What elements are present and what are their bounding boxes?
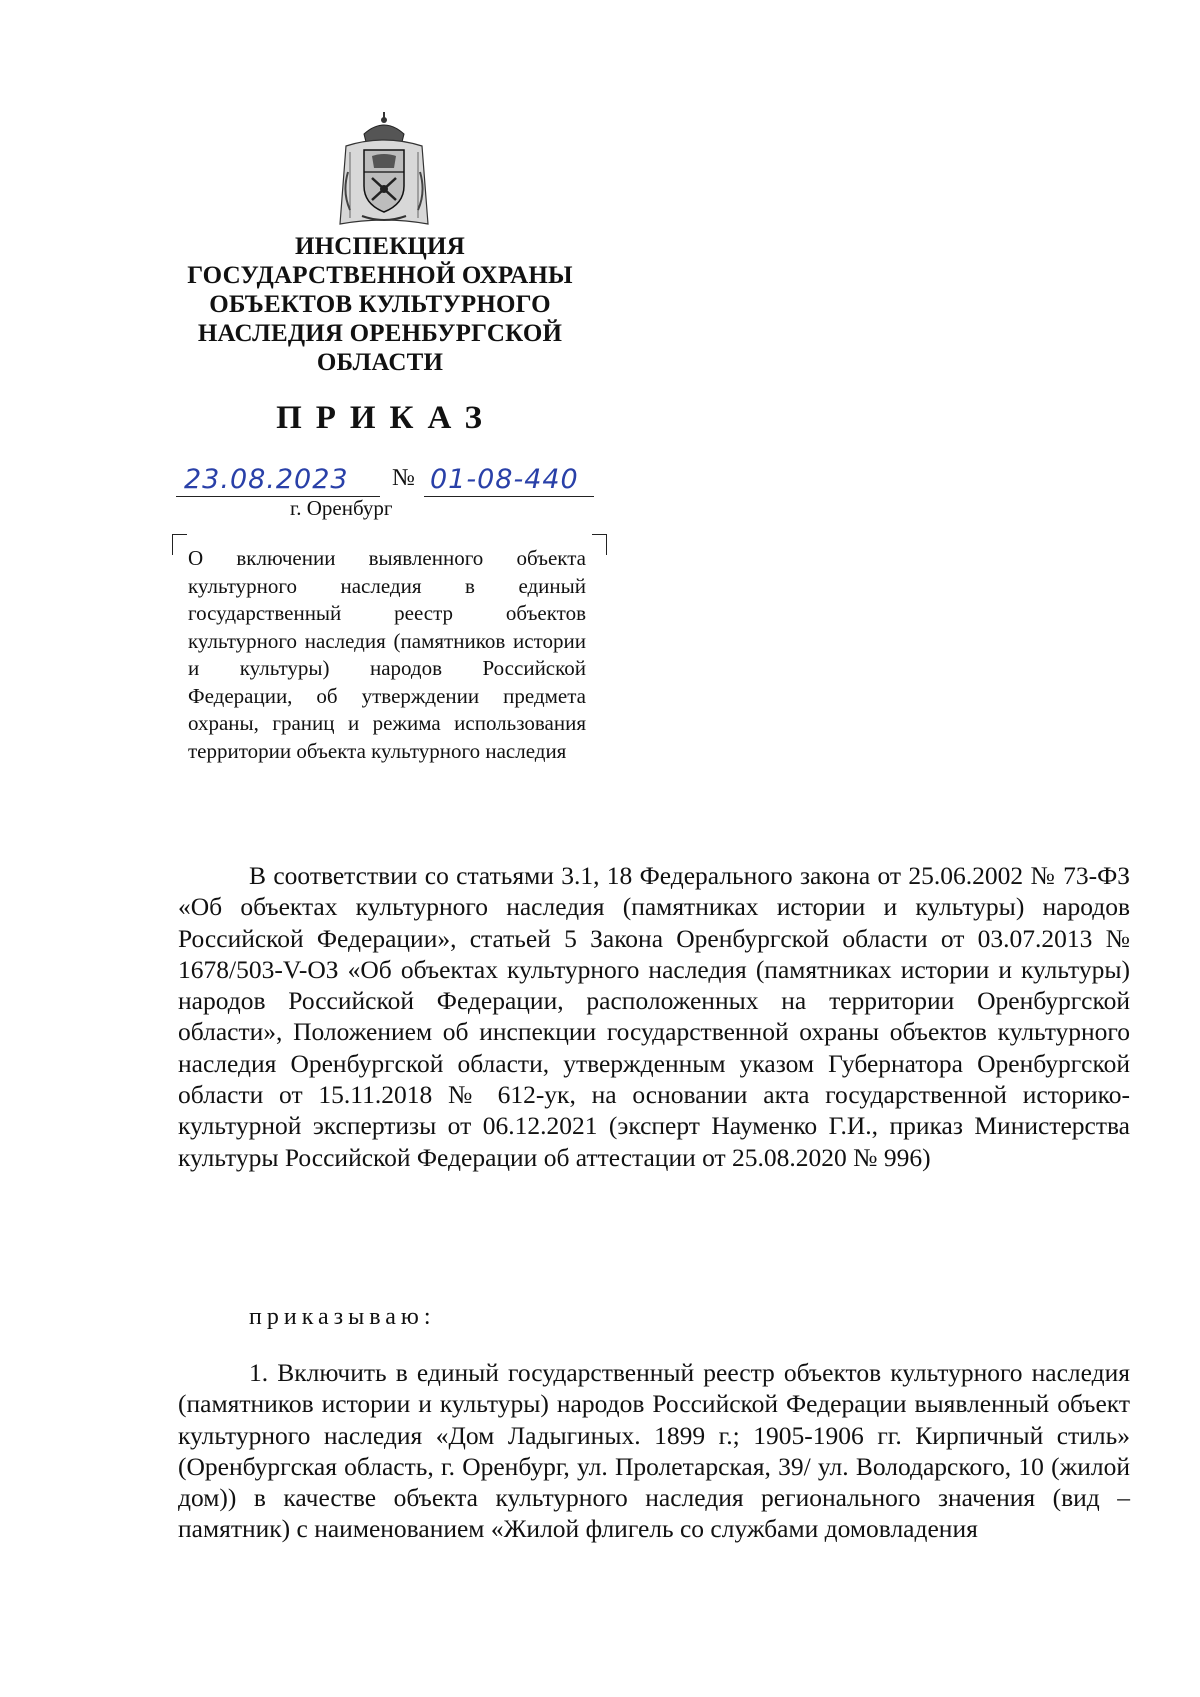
number-field (424, 462, 594, 497)
number-sign: № (392, 465, 415, 491)
order-items (178, 1357, 1130, 1545)
order-word: приказываю: (249, 1304, 436, 1330)
date-field (176, 462, 380, 497)
preamble-section (178, 860, 1130, 1173)
handwritten-number: 01-08-440 (430, 464, 579, 495)
handwritten-date: 23.08.2023 (184, 464, 349, 495)
document-type-title: ПРИКАЗ (276, 400, 496, 436)
authority-line: ОБЪЕКТОВ КУЛЬТУРНОГО (209, 291, 551, 318)
coat-of-arms-icon (336, 112, 432, 228)
subject-bracket-right (592, 534, 607, 555)
order-item-1: 1. Включить в единый государственный реестр объектов культурного наследия (памятников истории и культуры) народов Российской Федерации выявленный объект культурного наследия «Дом Ладыгиных. 1899 г.; 1905-1906 гг. Кирпичный стиль» (Оренбургская область, г. Оренбург, ул. Пролетарская, 39/ ул. Володарского, 10 (жилой дом)) в качестве объекта культурного наследия регионального значения (вид – памятник) с наименованием «Жилой флигель со службами домовладения (178, 1358, 1130, 1544)
authority-line: ИНСПЕКЦИЯ (295, 233, 465, 260)
authority-line: ОБЛАСТИ (316, 349, 444, 376)
subject-bracket-left (172, 534, 187, 555)
authority-line: НАСЛЕДИЯ ОРЕНБУРГСКОЙ (197, 320, 563, 347)
document-subject: О включении выявленного объекта культурного наследия в единый государственный реестр объектов культурного наследия (памятников истории и культуры) народов Российской Федерации, об утверждении предмета охраны, границ и режима использования территории объекта культурного наследия (188, 546, 586, 763)
place-of-issue: г. Оренбург (290, 496, 393, 520)
preamble-paragraph: В соответствии со статьями 3.1, 18 Федерального закона от 25.06.2002 № 73-ФЗ «Об объектах культурного наследия (памятниках истории и культуры) народов Российской Федерации», статьей 5 Закона Оренбургской области от 03.07.2013 № 1678/503-V-ОЗ «Об объектах культурного наследия (памятниках истории и культуры) народов Российской Федерации, расположенных на территории Оренбургской области», Положением об инспекции государственной охраны объектов культурного наследия Оренбургской области, утвержденным указом Губернатора Оренбургской области от 15.11.2018 № 612-ук, на основании акта государственной историко-культурной экспертизы от 06.12.2021 (эксперт Науменко Г.И., приказ Министерства культуры Российской Федерации об аттестации от 25.08.2020 № 996) (178, 861, 1130, 1172)
issuing-authority (150, 232, 610, 377)
authority-line: ГОСУДАРСТВЕННОЙ ОХРАНЫ (187, 262, 573, 289)
